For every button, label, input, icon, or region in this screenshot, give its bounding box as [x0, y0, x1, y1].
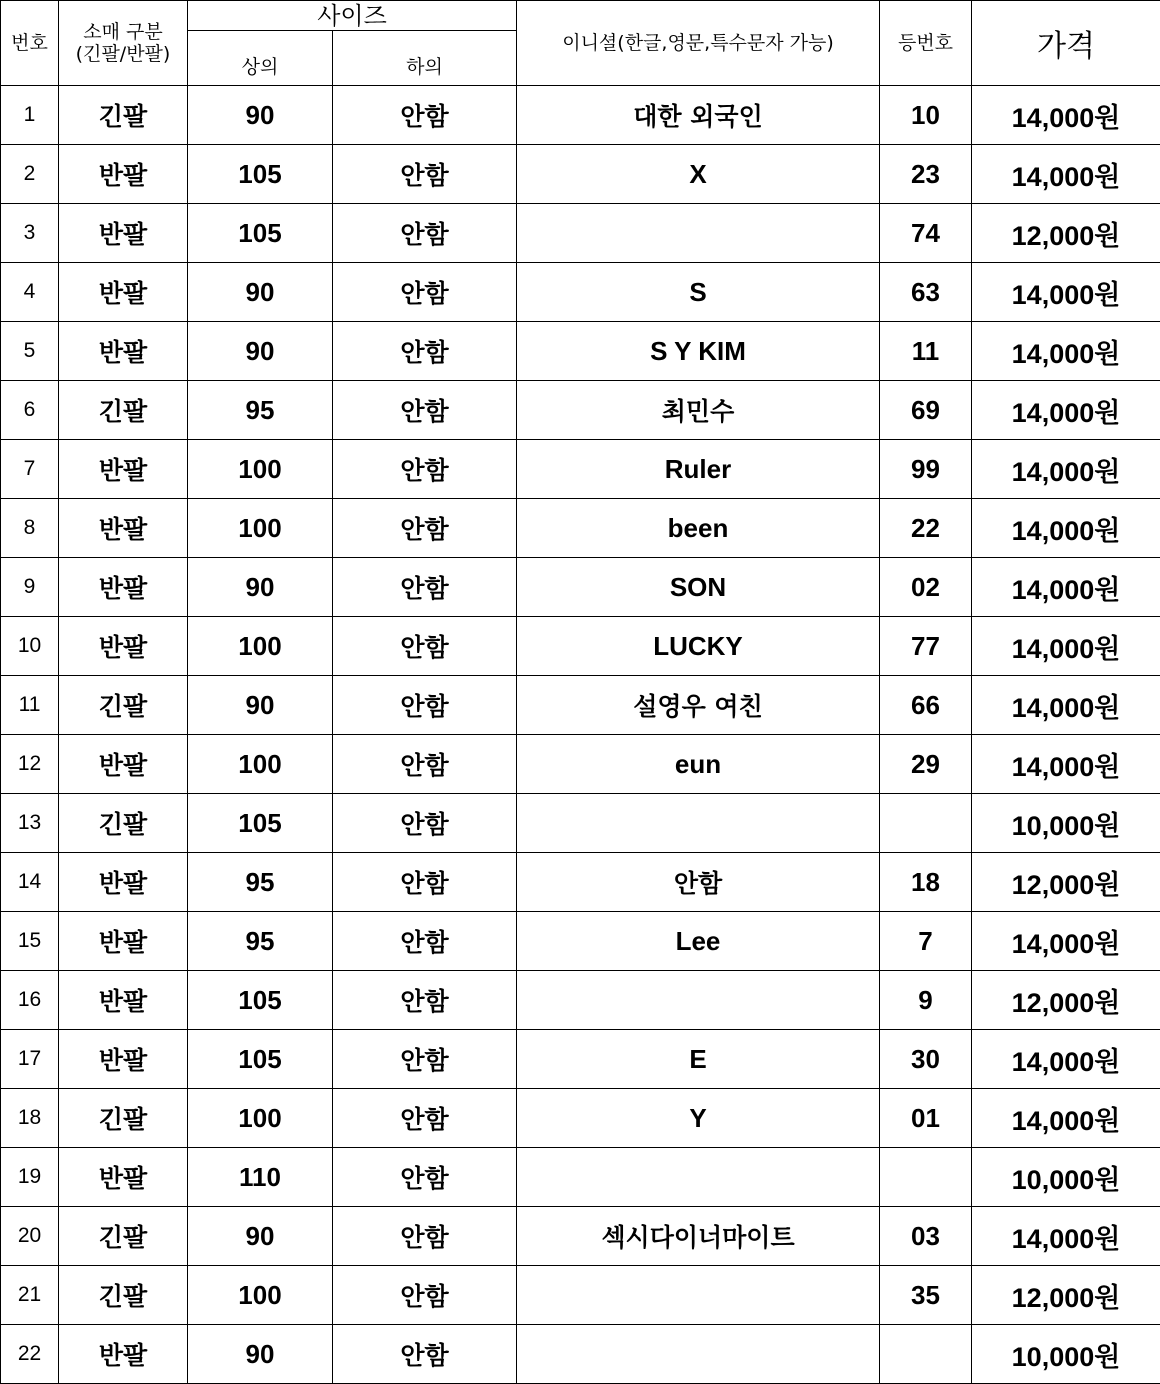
row-number-cell: 4 [1, 263, 59, 322]
bottom-size-cell: 안함 [333, 617, 517, 676]
jersey-number-cell: 99 [880, 440, 972, 499]
jersey-number-cell: 11 [880, 322, 972, 381]
price-cell: 10,000원 [972, 1325, 1160, 1384]
row-number-cell: 1 [1, 86, 59, 145]
price-cell: 14,000원 [972, 1089, 1160, 1148]
top-size-cell: 95 [188, 381, 333, 440]
sleeve-type-cell: 반팔 [59, 440, 188, 499]
top-size-cell: 105 [188, 971, 333, 1030]
table-row [1, 735, 1160, 794]
price-cell: 14,000원 [972, 145, 1160, 204]
jersey-number-cell: 30 [880, 1030, 972, 1089]
price-cell: 12,000원 [972, 971, 1160, 1030]
bottom-size-cell: 안함 [333, 558, 517, 617]
initial-cell: S Y KIM [517, 322, 880, 381]
row-number-cell: 7 [1, 440, 59, 499]
jersey-number-cell: 66 [880, 676, 972, 735]
bottom-size-cell: 안함 [333, 86, 517, 145]
initial-cell: Lee [517, 912, 880, 971]
initial-cell [517, 1266, 880, 1325]
row-number-cell: 22 [1, 1325, 59, 1384]
initial-cell: 설영우 여친 [517, 676, 880, 735]
jersey-number-cell: 77 [880, 617, 972, 676]
row-number-cell: 16 [1, 971, 59, 1030]
row-number-cell: 6 [1, 381, 59, 440]
table-row [1, 558, 1160, 617]
jersey-number-cell [880, 794, 972, 853]
sleeve-type-cell: 긴팔 [59, 676, 188, 735]
header-size: 사이즈 [188, 1, 517, 31]
header-number: 등번호 [880, 1, 972, 86]
row-number-cell: 21 [1, 1266, 59, 1325]
top-size-cell: 100 [188, 1089, 333, 1148]
table-body [1, 86, 1160, 1384]
price-cell: 12,000원 [972, 204, 1160, 263]
initial-cell: E [517, 1030, 880, 1089]
jersey-number-cell: 7 [880, 912, 972, 971]
top-size-cell: 90 [188, 322, 333, 381]
sleeve-type-cell: 반팔 [59, 204, 188, 263]
jersey-number-cell: 29 [880, 735, 972, 794]
row-number-cell: 11 [1, 676, 59, 735]
top-size-cell: 110 [188, 1148, 333, 1207]
price-cell: 14,000원 [972, 735, 1160, 794]
table-row [1, 853, 1160, 912]
price-cell: 10,000원 [972, 1148, 1160, 1207]
table-header [1, 1, 1160, 86]
initial-cell: been [517, 499, 880, 558]
table-row [1, 617, 1160, 676]
sleeve-type-cell: 반팔 [59, 1030, 188, 1089]
price-cell: 14,000원 [972, 617, 1160, 676]
initial-cell: LUCKY [517, 617, 880, 676]
top-size-cell: 100 [188, 735, 333, 794]
price-cell: 12,000원 [972, 853, 1160, 912]
sleeve-type-cell: 반팔 [59, 971, 188, 1030]
initial-cell [517, 794, 880, 853]
sleeve-type-cell: 반팔 [59, 735, 188, 794]
table-row [1, 204, 1160, 263]
jersey-number-cell: 10 [880, 86, 972, 145]
price-cell: 14,000원 [972, 676, 1160, 735]
bottom-size-cell: 안함 [333, 735, 517, 794]
table-row [1, 322, 1160, 381]
jersey-number-cell: 18 [880, 853, 972, 912]
price-cell: 14,000원 [972, 1207, 1160, 1266]
table-row [1, 381, 1160, 440]
price-cell: 14,000원 [972, 1030, 1160, 1089]
table-row [1, 1148, 1160, 1207]
top-size-cell: 100 [188, 617, 333, 676]
jersey-number-cell: 22 [880, 499, 972, 558]
sleeve-type-cell: 반팔 [59, 912, 188, 971]
initial-cell: eun [517, 735, 880, 794]
bottom-size-cell: 안함 [333, 676, 517, 735]
top-size-cell: 105 [188, 1030, 333, 1089]
top-size-cell: 90 [188, 1207, 333, 1266]
bottom-size-cell: 안함 [333, 145, 517, 204]
row-number-cell: 17 [1, 1030, 59, 1089]
row-number-cell: 9 [1, 558, 59, 617]
table-row [1, 86, 1160, 145]
header-initial: 이니셜(한글,영문,특수문자 가능) [517, 1, 880, 86]
initial-cell [517, 204, 880, 263]
row-number-cell: 8 [1, 499, 59, 558]
bottom-size-cell: 안함 [333, 381, 517, 440]
initial-cell: Ruler [517, 440, 880, 499]
bottom-size-cell: 안함 [333, 1148, 517, 1207]
top-size-cell: 90 [188, 263, 333, 322]
price-cell: 14,000원 [972, 499, 1160, 558]
initial-cell: 최민수 [517, 381, 880, 440]
bottom-size-cell: 안함 [333, 499, 517, 558]
sleeve-type-cell: 긴팔 [59, 794, 188, 853]
jersey-number-cell: 63 [880, 263, 972, 322]
top-size-cell: 100 [188, 440, 333, 499]
initial-cell: X [517, 145, 880, 204]
header-sleeve-line1: 소매 구분 [83, 21, 163, 43]
table-row [1, 440, 1160, 499]
sleeve-type-cell: 반팔 [59, 322, 188, 381]
price-cell: 14,000원 [972, 912, 1160, 971]
header-top: 상의 [188, 31, 333, 86]
price-cell: 12,000원 [972, 1266, 1160, 1325]
table-row [1, 1030, 1160, 1089]
table-row [1, 1207, 1160, 1266]
row-number-cell: 15 [1, 912, 59, 971]
row-number-cell: 19 [1, 1148, 59, 1207]
sleeve-type-cell: 긴팔 [59, 1266, 188, 1325]
sleeve-type-cell: 반팔 [59, 1325, 188, 1384]
row-number-cell: 12 [1, 735, 59, 794]
table-row [1, 794, 1160, 853]
row-number-cell: 20 [1, 1207, 59, 1266]
header-bottom: 하의 [333, 31, 517, 86]
bottom-size-cell: 안함 [333, 263, 517, 322]
jersey-number-cell [880, 1325, 972, 1384]
jersey-number-cell: 74 [880, 204, 972, 263]
bottom-size-cell: 안함 [333, 912, 517, 971]
top-size-cell: 95 [188, 853, 333, 912]
sleeve-type-cell: 긴팔 [59, 381, 188, 440]
bottom-size-cell: 안함 [333, 1089, 517, 1148]
table-row [1, 1266, 1160, 1325]
sleeve-type-cell: 반팔 [59, 617, 188, 676]
jersey-number-cell: 03 [880, 1207, 972, 1266]
jersey-number-cell: 69 [880, 381, 972, 440]
bottom-size-cell: 안함 [333, 1030, 517, 1089]
top-size-cell: 105 [188, 794, 333, 853]
top-size-cell: 90 [188, 1325, 333, 1384]
jersey-number-cell: 01 [880, 1089, 972, 1148]
row-number-cell: 10 [1, 617, 59, 676]
price-cell: 14,000원 [972, 440, 1160, 499]
bottom-size-cell: 안함 [333, 1266, 517, 1325]
bottom-size-cell: 안함 [333, 1325, 517, 1384]
top-size-cell: 90 [188, 86, 333, 145]
initial-cell [517, 1325, 880, 1384]
table-row [1, 1325, 1160, 1384]
top-size-cell: 100 [188, 1266, 333, 1325]
top-size-cell: 100 [188, 499, 333, 558]
row-number-cell: 3 [1, 204, 59, 263]
header-sleeve-line2: (긴팔/반팔) [75, 43, 171, 65]
top-size-cell: 90 [188, 558, 333, 617]
sleeve-type-cell: 반팔 [59, 263, 188, 322]
sleeve-type-cell: 반팔 [59, 558, 188, 617]
price-cell: 14,000원 [972, 381, 1160, 440]
header-sleeve [59, 1, 188, 86]
jersey-number-cell [880, 1148, 972, 1207]
price-cell: 14,000원 [972, 558, 1160, 617]
top-size-cell: 95 [188, 912, 333, 971]
bottom-size-cell: 안함 [333, 971, 517, 1030]
table-row [1, 1089, 1160, 1148]
initial-cell [517, 1148, 880, 1207]
sleeve-type-cell: 긴팔 [59, 86, 188, 145]
table-row [1, 912, 1160, 971]
row-number-cell: 14 [1, 853, 59, 912]
table-row [1, 676, 1160, 735]
initial-cell: S [517, 263, 880, 322]
top-size-cell: 105 [188, 204, 333, 263]
price-cell: 14,000원 [972, 263, 1160, 322]
sleeve-type-cell: 반팔 [59, 1148, 188, 1207]
initial-cell: 대한 외국인 [517, 86, 880, 145]
sleeve-type-cell: 긴팔 [59, 1089, 188, 1148]
price-cell: 14,000원 [972, 322, 1160, 381]
bottom-size-cell: 안함 [333, 794, 517, 853]
price-cell: 10,000원 [972, 794, 1160, 853]
jersey-number-cell: 23 [880, 145, 972, 204]
initial-cell: SON [517, 558, 880, 617]
initial-cell: 안함 [517, 853, 880, 912]
bottom-size-cell: 안함 [333, 853, 517, 912]
table-row [1, 499, 1160, 558]
sleeve-type-cell: 반팔 [59, 145, 188, 204]
row-number-cell: 2 [1, 145, 59, 204]
initial-cell: 섹시다이너마이트 [517, 1207, 880, 1266]
jersey-number-cell: 9 [880, 971, 972, 1030]
jersey-number-cell: 02 [880, 558, 972, 617]
initial-cell [517, 971, 880, 1030]
top-size-cell: 105 [188, 145, 333, 204]
bottom-size-cell: 안함 [333, 204, 517, 263]
header-no: 번호 [1, 1, 59, 86]
sleeve-type-cell: 반팔 [59, 853, 188, 912]
row-number-cell: 5 [1, 322, 59, 381]
bottom-size-cell: 안함 [333, 440, 517, 499]
row-number-cell: 18 [1, 1089, 59, 1148]
bottom-size-cell: 안함 [333, 322, 517, 381]
table-row [1, 145, 1160, 204]
header-price: 가격 [972, 1, 1160, 86]
top-size-cell: 90 [188, 676, 333, 735]
bottom-size-cell: 안함 [333, 1207, 517, 1266]
sleeve-type-cell: 반팔 [59, 499, 188, 558]
table-row [1, 263, 1160, 322]
initial-cell: Y [517, 1089, 880, 1148]
table-row [1, 971, 1160, 1030]
price-cell: 14,000원 [972, 86, 1160, 145]
sleeve-type-cell: 긴팔 [59, 1207, 188, 1266]
jersey-number-cell: 35 [880, 1266, 972, 1325]
row-number-cell: 13 [1, 794, 59, 853]
